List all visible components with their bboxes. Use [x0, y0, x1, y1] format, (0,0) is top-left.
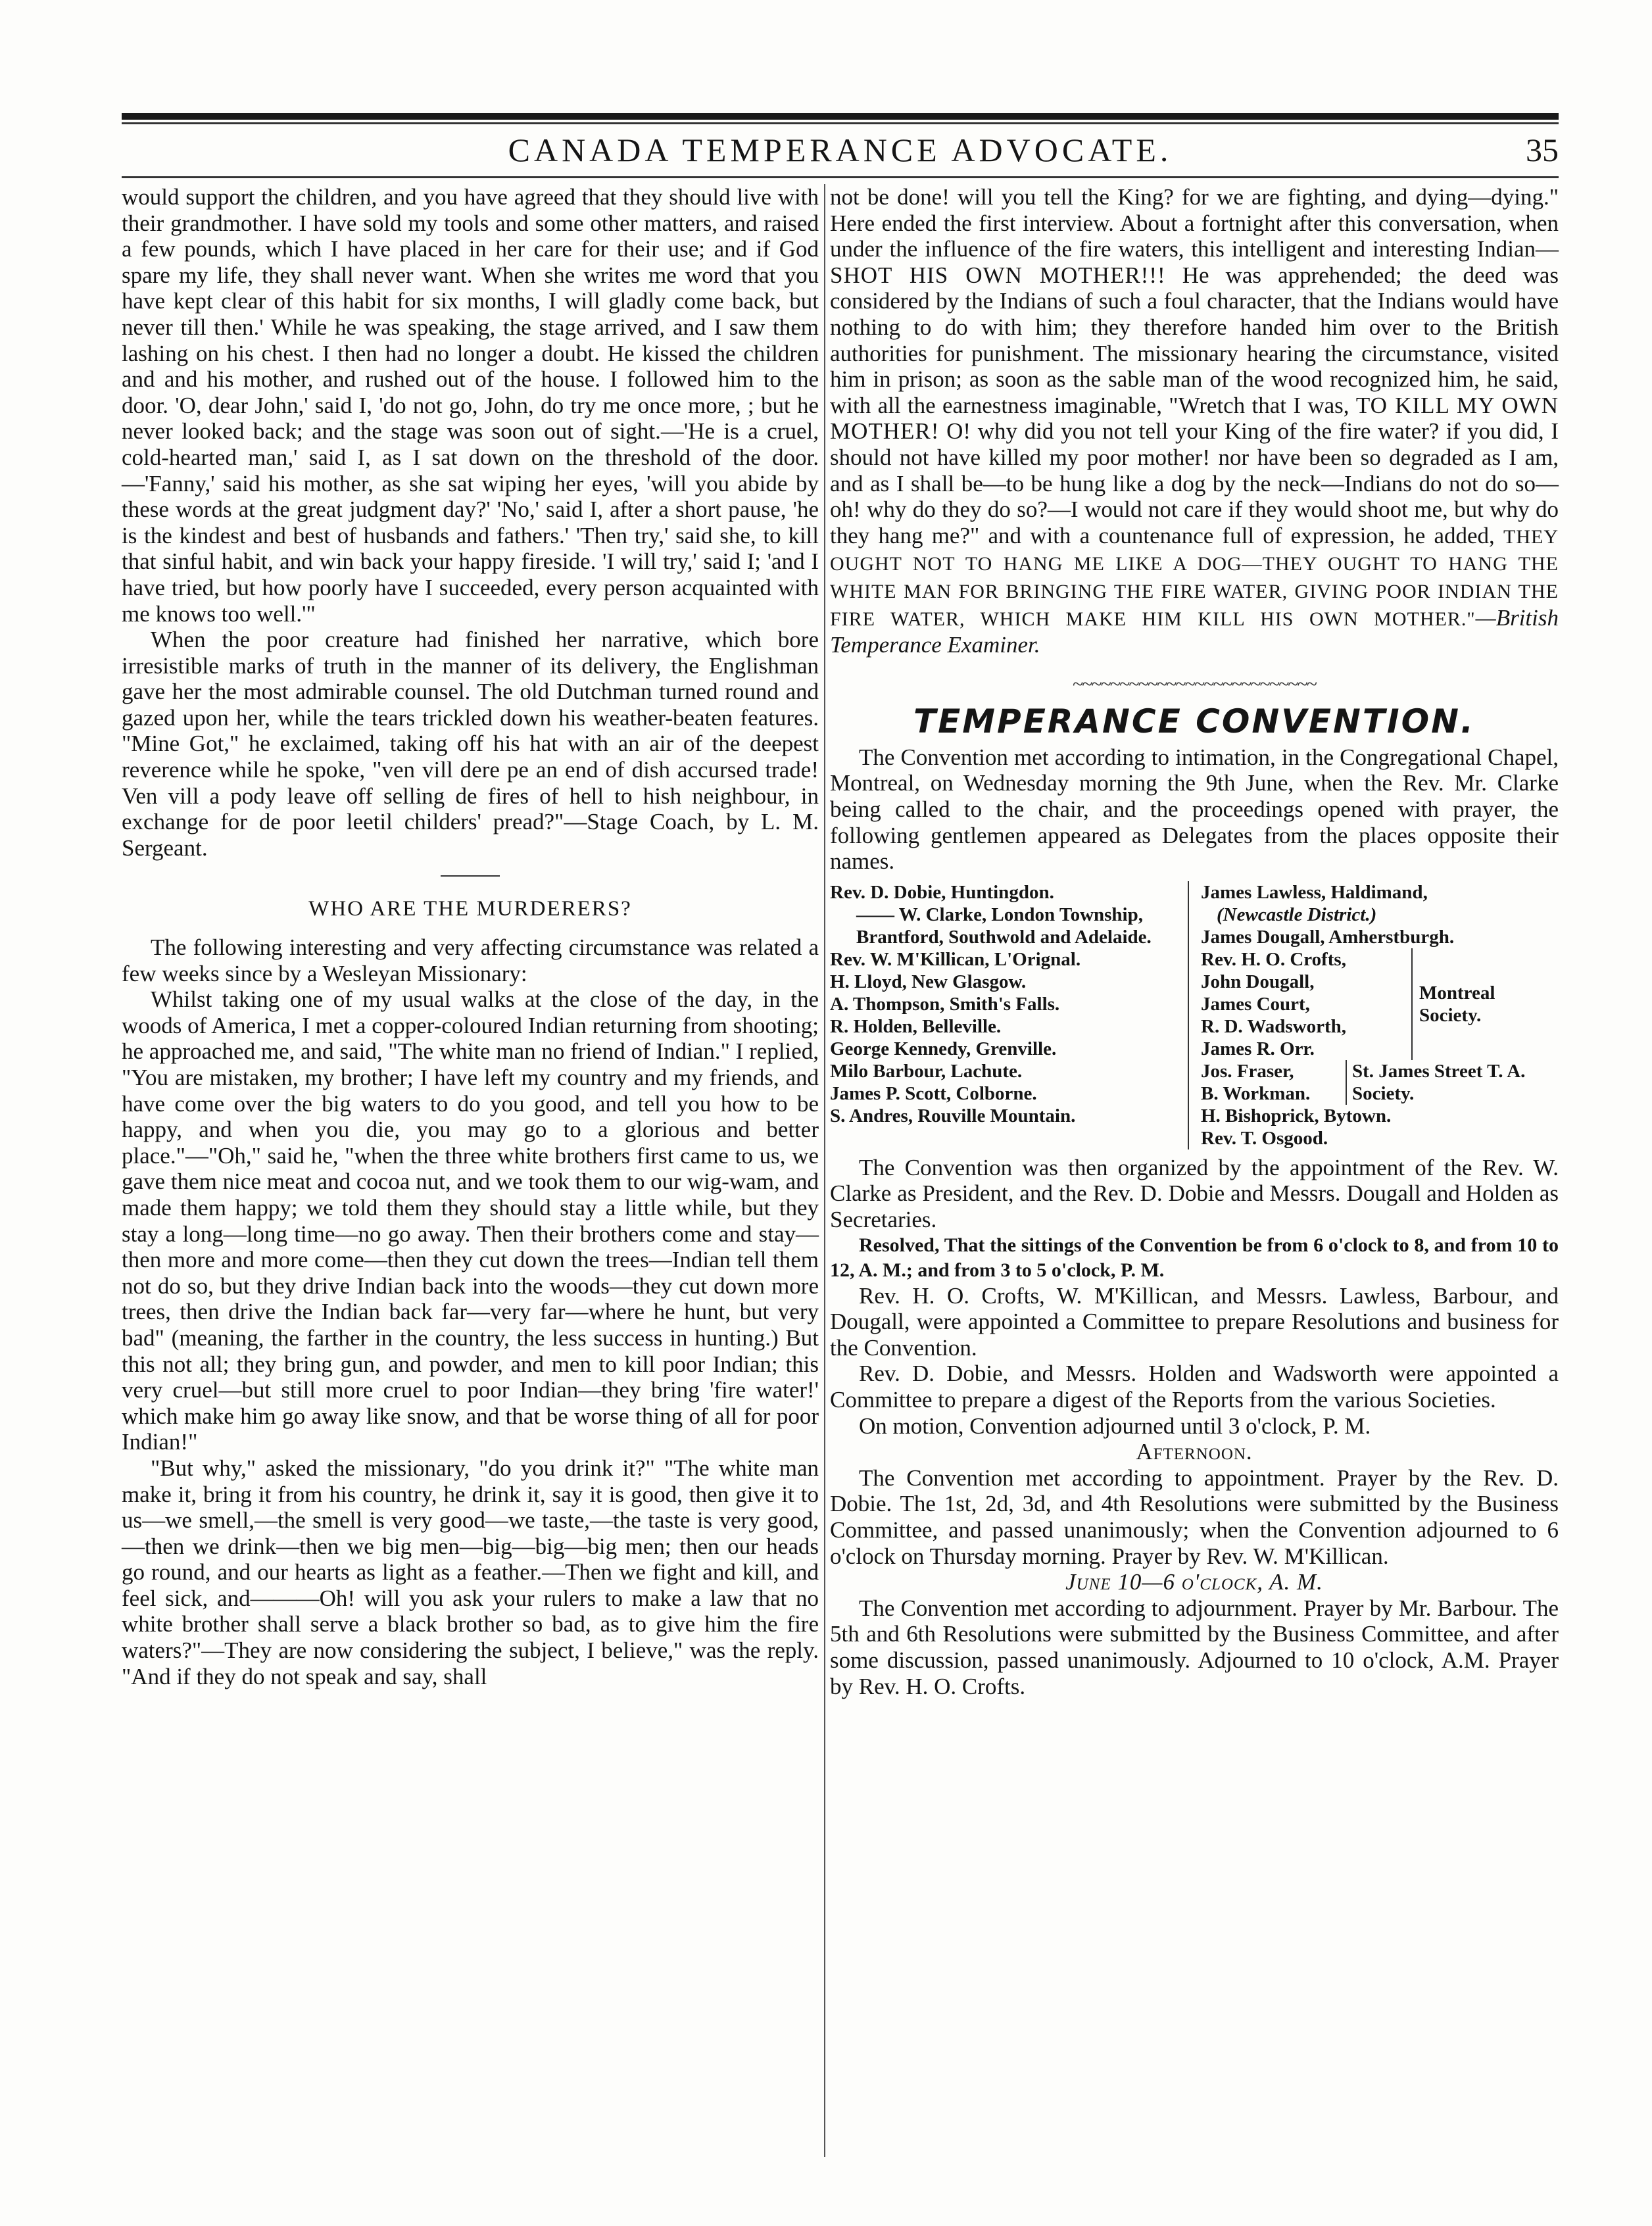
text-run-caps: SHOT HIS OWN MOTHER!!!	[830, 262, 1166, 288]
afternoon-heading: Afternoon.	[1136, 1439, 1253, 1465]
article-paragraph: "But why," asked the missionary, "do you drink it?" "The white man make it, bring it from his country, he drink it, say it is good, then give it to us—we smell,—the smell is very good—we taste,—the taste is very good,—then we drink—then we big men—big—big—big men; then our heads go round, and our hearts as light as a feather.—Then we fight and kill, and feel sick, and———Oh! will you ask your rulers to make a law that no white brother shall serve a black brother so bad, as to give him the fire waters?"—They are now considering the subject, I believe," was the reply. "And if they do not speak and say, shall	[122, 1455, 819, 1689]
convention-paragraph: Rev. H. O. Crofts, W. M'Killican, and Messrs. Lawless, Barbour, and Dougall, were appointed a Committee to prepare Resolutions and business for the Convention.	[830, 1282, 1559, 1361]
delegate-entry: John Dougall,	[1201, 971, 1315, 992]
narrative-paragraph: would support the children, and you have agreed that they should live with their grandmother. I have sold my tools and some other matters, and raised a few pounds, which I have placed in her care for their use; and if God spare my life, they shall never want. When she writes me word that you have kept clear of this habit for six months, I will gladly come back, but never till then.' While he was speaking, the stage arrived, and I saw them lashing on his chest. I then had no longer a doubt. He kissed the children and and his mother, and rushed out of the house. I followed him to the door. 'O, dear John,' said I, 'do not go, John, do try me once more, ; but he never looked back; and the stage was soon out of sight.—'He is a cruel, cold-hearted man,' said I, as I sat down on the threshold of the door.—'Fanny,' said his mother, as she sat wiping her eyes, 'will you abide by these words at the great judgment day?' 'No,' said I, after a short pause, 'he is the kindest and best of husbands and fathers.' 'Then try,' said she, to kill that sinful habit, and win back your happy fireside. 'I will try,' said I; 'and I have tried, but how poorly have I succeeded, every person acquainted with me knows too well.'"	[122, 184, 819, 627]
convention-paragraph: The Convention met according to intimation, in the Congregational Chapel, Montreal, on Wednesday morning the 9th June, when the Rev. Mr. Clarke being called to the chair, and the proceedings opened with prayer, the following gentlemen appeared as Delegates from the places opposite their names.	[830, 744, 1559, 875]
article-paragraph	[830, 184, 1559, 658]
resolution: Resolved, That the sittings of the Convention be from 6 o'clock to 8, and from 10 to 12, A. M.; and from 3 to 5 o'clock, P. M.	[830, 1234, 1559, 1281]
delegate-entry: (Newcastle District.)	[1217, 904, 1377, 925]
header-rule	[122, 176, 1559, 178]
page-number: 35	[1526, 132, 1559, 168]
narrative-paragraph: When the poor creature had finished her narrative, which bore irresistible marks of truth in the manner of its delivery, the Englishman gave her the most admirable counsel. The old Dutchman turned round and gazed upon her, while the tears trickled down his weather-beaten features. "Mine Got," he exclaimed, taking off his hat with an air of the deepest reverence while he spoke, "ven vill dere pe an end of dish accursed trade! Ven vill a pody leave off selling de fires of hell to hish neighbour, in exchange for de poor leetil childers' pread?"—Stage Coach, by L. M. Sergeant.	[122, 627, 819, 861]
delegate-entry: James Court,	[1201, 993, 1310, 1015]
montreal-society-members	[1201, 948, 1411, 1060]
delegate-entry: H. Bishoprick, Bytown.	[1201, 1105, 1392, 1126]
delegate-entry: James P. Scott, Colborne.	[830, 1082, 1037, 1104]
article-paragraph: Whilst taking one of my usual walks at the close of the day, in the woods of America, I met a copper-coloured Indian returning from shooting; he approached me, and said, "The white man no friend of Indian." I replied, "You are mistaken, my brother; I have left my country and my friends, and have come over the big waters to do you good, and tell you how to be happy, and when you die, you may go to a glorious and better place."—"Oh," said he, "when the three white brothers first came to us, we gave them nice meat and cocoa nut, and we took them to our wig-wam, and made them happy; we told them they should stay a little while, but they stay a long—long time—no go away. Then their brothers come and stay—then more and more come—then they cut down the trees—Indian tell them not do so, but they drive Indian back into the woods—they cut down more trees, then drive the Indian back far—very far—where he hunt, but very bad" (meaning, the farther in the country, the less success in hunting.) But this not all; they bring gun, and powder, and men to kill poor Indian; this very cruel—but still more cruel to poor Indian—they bring 'fire water!' which make him go away like snow, and that be worse thing of all for poor Indian!"	[122, 986, 819, 1455]
delegate-entry: Rev. D. Dobie, Huntingdon.	[830, 881, 1054, 903]
delegates-right-column	[1188, 881, 1559, 1149]
delegate-entry: George Kennedy, Grenville.	[830, 1038, 1057, 1059]
delegate-entry: —— W. Clarke, London Township, Brantford, Southwold and Adelaide.	[856, 904, 1152, 948]
convention-paragraph: The Convention was then organized by the appointment of the Rev. W. Clarke as President, and the Rev. D. Dobie and Messrs. Dougall and Holden as Secretaries.	[830, 1154, 1559, 1233]
convention-paragraph: On motion, Convention adjourned until 3 o'clock, P. M.	[859, 1413, 1371, 1439]
st-james-society-label: St. James Street T. A. Society.	[1346, 1060, 1559, 1105]
delegate-entry: Rev. T. Osgood.	[1201, 1127, 1328, 1149]
convention-paragraph: The Convention met according to adjournment. Prayer by Mr. Barbour. The 5th and 6th Resolutions were submitted by the Business Committee, and after some discussion, passed unanimously. Adjourned to 10 o'clock, A.M. Prayer by Rev. H. O. Crofts.	[830, 1595, 1559, 1699]
delegate-entry: Rev. H. O. Crofts,	[1201, 948, 1346, 970]
top-rule-thin	[122, 122, 1559, 124]
delegate-entry: James Lawless, Haldimand,	[1201, 881, 1428, 903]
top-rule	[122, 113, 1559, 120]
montreal-society-label: Montreal Society.	[1411, 948, 1559, 1060]
text-run: He was apprehended; the deed was considered by the Indians of such a foul character, that the Indians would have nothing to do with him; they therefore handed him over to the British authorities for punishment. The missionary hearing the circumstance, visited him in prison; as soon as the sable man of the wood recognized him, he said, with all the earnestness imaginable, "Wretch that I was,	[830, 262, 1559, 418]
section-separator	[441, 875, 500, 877]
delegates-left-column	[830, 881, 1188, 1149]
st-james-members	[1201, 1060, 1346, 1105]
page-title: CANADA TEMPERANCE ADVOCATE.	[508, 132, 1173, 168]
st-james-group	[1201, 1060, 1559, 1105]
delegate-entry: R. Holden, Belleville.	[830, 1015, 1002, 1037]
section-title: WHO ARE THE MURDERERS?	[308, 897, 632, 921]
delegate-entry: R. D. Wadsworth,	[1201, 1015, 1347, 1037]
text-run: not be done! will you tell the King? for we are fighting, and dying—dying." Here ended the first interview. About a fortnight after this conversation, when under the influence of the fire waters, this intelligent and interesting Indian—	[830, 184, 1559, 262]
delegates-list	[830, 881, 1559, 1149]
column-divider	[824, 184, 825, 2157]
convention-paragraph: The Convention met according to appointment. Prayer by the Rev. D. Dobie. The 1st, 2d, 3d, and 4th Resolutions were submitted by the Business Committee, and passed unanimously; when the Convention adjourned to 6 o'clock on Thursday morning. Prayer by Rev. W. M'Killican.	[830, 1464, 1559, 1569]
right-column	[830, 184, 1559, 1699]
delegate-entry: S. Andres, Rouville Mountain.	[830, 1105, 1076, 1126]
delegate-entry: A. Thompson, Smith's Falls.	[830, 993, 1060, 1015]
delegate-entry: Milo Barbour, Lachute.	[830, 1060, 1023, 1082]
june-10-heading: June 10—6 o'clock, A. M.	[1065, 1569, 1323, 1595]
article-source: —British Temperance Examiner.	[830, 604, 1559, 658]
delegate-entry: Rev. W. M'Killican, L'Orignal.	[830, 948, 1081, 970]
text-run-caps: TO KILL MY OWN MOTHER!	[830, 392, 1559, 445]
text-run: O! why did you not tell your King of the fire water? if you did, I should not have killed my poor mother! nor have been so degraded as I am, and as I shall be—to be hung like a dog by the neck—Indians do not do so—oh! why do they do so?—I would not care if they would shoot me, but why do they hang me?" and with a countenance full of expression, he added,	[830, 418, 1559, 548]
convention-paragraph: Rev. D. Dobie, and Messrs. Holden and Wadsworth were appointed a Committee to prepare a digest of the Reports from the various Societies.	[830, 1361, 1559, 1413]
delegate-entry: James R. Orr.	[1201, 1038, 1315, 1059]
left-column	[122, 184, 819, 1689]
text-run-caps: THEY OUGHT NOT TO HANG ME LIKE A DOG—THEY OUGHT TO HANG THE WHITE MAN FOR BRINGING THE FIRE WATER, GIVING POOR INDIAN THE FIRE WATER, WHICH MAKE HIM KILL HIS OWN MOTHER."	[830, 525, 1559, 630]
delegate-entry: Jos. Fraser,	[1201, 1060, 1294, 1082]
montreal-society-group	[1201, 948, 1559, 1060]
page-header	[122, 129, 1559, 171]
convention-title: TEMPERANCE CONVENTION.	[913, 702, 1475, 741]
wavy-separator: ~~~~~~~~~~~~~~~~~~~~~~~~~~	[1073, 673, 1316, 695]
article-paragraph: The following interesting and very affecting circumstance was related a few weeks since by a Wesleyan Missionary:	[122, 934, 819, 986]
delegate-entry: H. Lloyd, New Glasgow.	[830, 971, 1027, 992]
delegate-entry: B. Workman.	[1201, 1082, 1311, 1104]
delegate-entry: James Dougall, Amherstburgh.	[1201, 926, 1455, 948]
